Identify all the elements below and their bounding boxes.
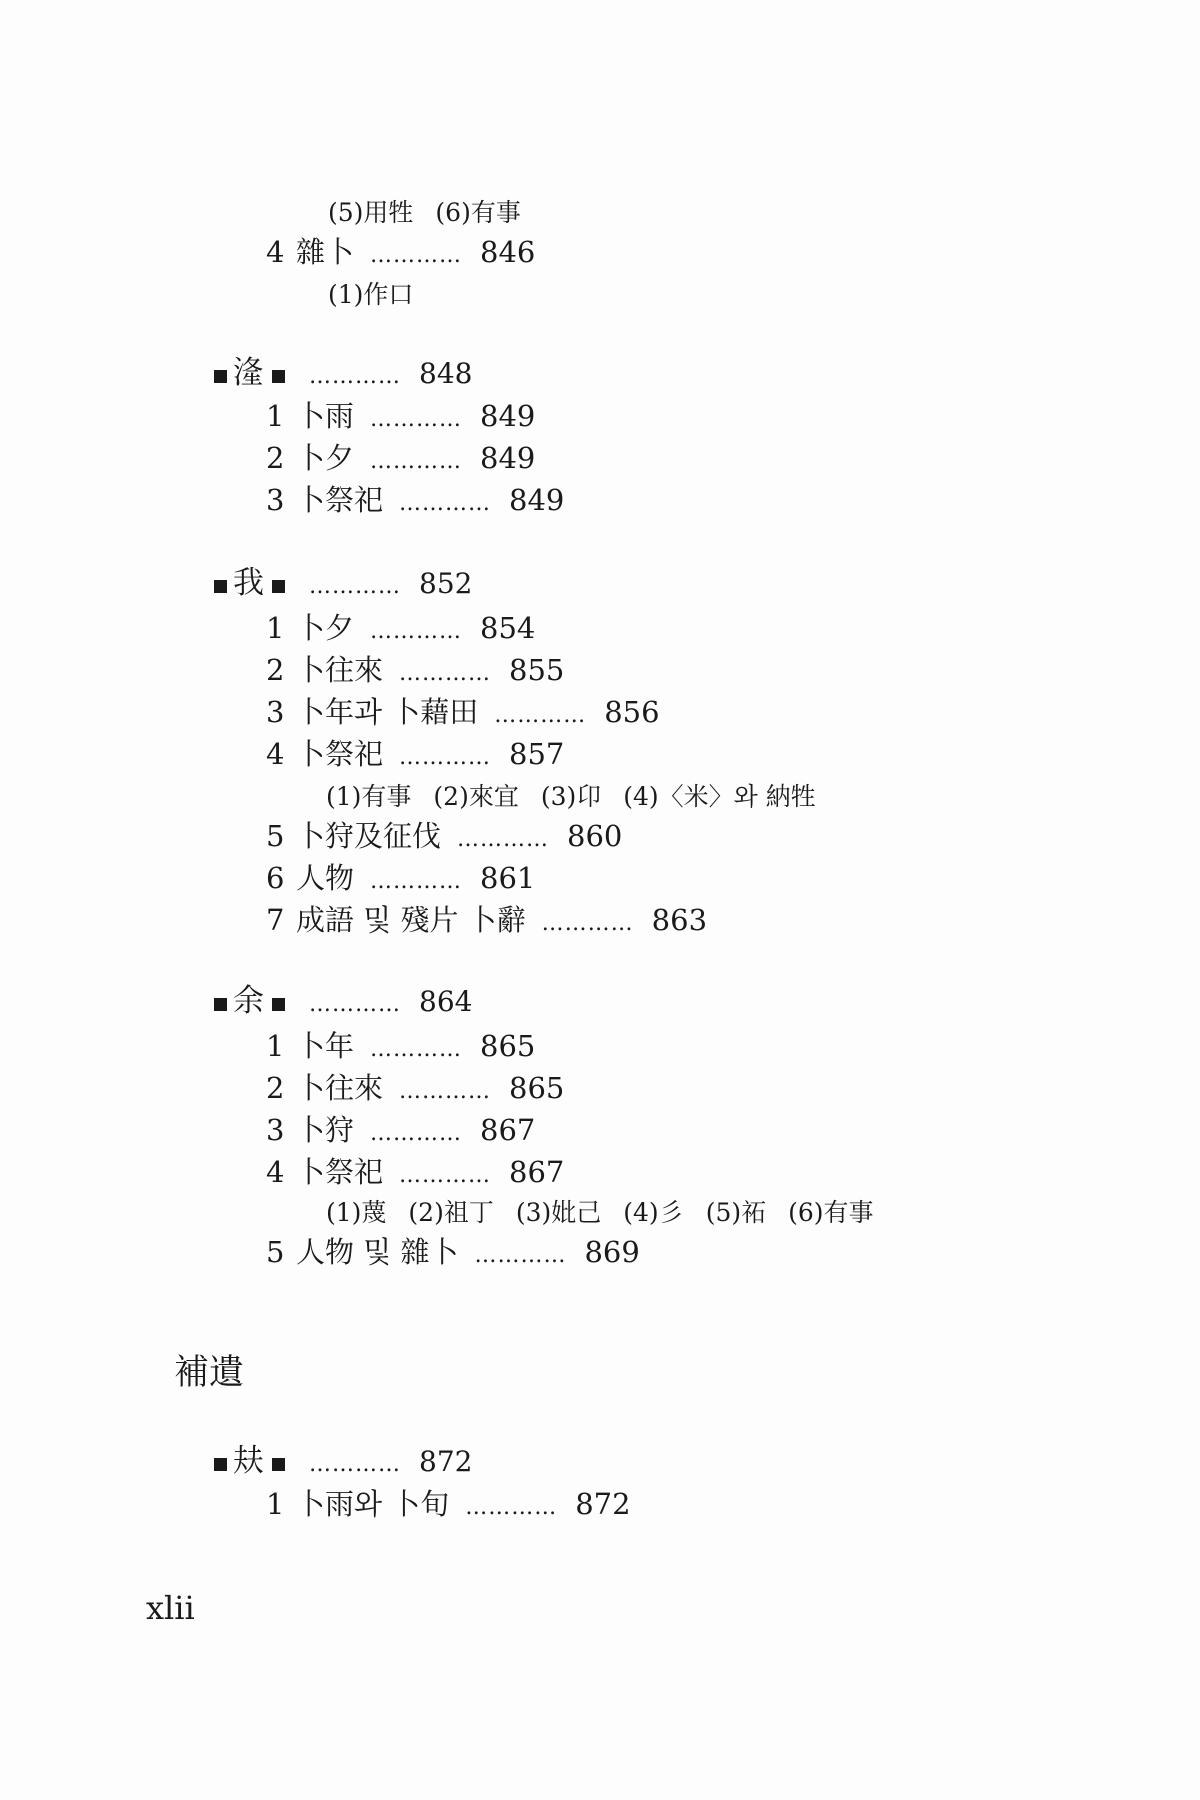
leader-dots: …………: [494, 703, 587, 728]
section-page: 864: [419, 985, 473, 1018]
section-label: 我: [233, 565, 264, 601]
square-bullet-icon: [272, 370, 285, 383]
sub-item: (2)來宜: [433, 782, 519, 811]
entry-number: 4: [266, 235, 285, 269]
entry-page: 865: [480, 1029, 536, 1063]
entry-label: 成語 및 殘片 卜辭: [296, 903, 526, 937]
entry-label: 卜狩及征伐: [296, 819, 442, 853]
leader-dots: …………: [399, 661, 492, 686]
leader-dots: …………: [370, 1121, 463, 1146]
entry-label: 卜狩: [296, 1113, 355, 1147]
leader-dots: …………: [465, 1495, 558, 1520]
entry-page: 849: [480, 399, 536, 433]
entry-number: 1: [266, 399, 285, 433]
entry-number: 1: [266, 1487, 285, 1521]
toc-entry[interactable]: [266, 1071, 565, 1105]
leader-dots: …………: [370, 869, 463, 894]
leader-dots: …………: [399, 1079, 492, 1104]
entry-label: 雜卜: [296, 235, 355, 269]
entry-number: 1: [266, 611, 285, 645]
section-heading[interactable]: [214, 983, 473, 1019]
sub-item: (1)蔑: [326, 1198, 387, 1227]
page-number: xlii: [146, 1589, 195, 1627]
sub-item: (6)有事: [435, 198, 521, 227]
entry-page: 869: [584, 1235, 640, 1269]
leader-dots: …………: [370, 243, 463, 268]
leader-dots: …………: [309, 364, 401, 389]
square-bullet-icon: [272, 580, 285, 593]
toc-entry[interactable]: [266, 611, 536, 645]
entry-page: 860: [567, 819, 623, 853]
sub-item: (1)有事: [326, 782, 412, 811]
leader-dots: …………: [399, 745, 492, 770]
entry-number: 3: [266, 695, 285, 729]
entry-label: 卜祭祀: [296, 483, 384, 517]
leader-dots: …………: [541, 911, 634, 936]
leader-dots: …………: [457, 827, 550, 852]
toc-entry[interactable]: [266, 483, 565, 517]
toc-entry[interactable]: [266, 1235, 640, 1269]
leader-dots: …………: [474, 1243, 567, 1268]
sub-items-top-a: [328, 200, 543, 225]
entry-label: 卜年: [296, 1029, 355, 1063]
section-heading[interactable]: [214, 565, 473, 601]
sub-item: (4)彡: [623, 1198, 684, 1227]
entry-page: 863: [651, 903, 708, 937]
section-label: 湰: [233, 355, 264, 391]
entry-number: 6: [266, 861, 285, 895]
entry-number: 5: [266, 1235, 285, 1269]
entry-number: 7: [266, 903, 285, 937]
section-page: 852: [419, 567, 473, 600]
entry-label: 卜祭祀: [296, 1155, 384, 1189]
entry-number: 3: [266, 1113, 285, 1147]
toc-entry[interactable]: [266, 819, 623, 853]
sub-item: (1)作口: [328, 280, 414, 309]
toc-entry[interactable]: [266, 399, 536, 433]
entry-label: 人物: [296, 861, 355, 895]
leader-dots: …………: [370, 1037, 463, 1062]
toc-entry[interactable]: [266, 1155, 565, 1189]
entry-page: 867: [480, 1113, 536, 1147]
toc-entry[interactable]: [266, 1029, 536, 1063]
square-bullet-icon: [214, 1458, 227, 1471]
sub-item: (4)〈米〉와 納牲: [623, 782, 816, 811]
square-bullet-icon: [214, 998, 227, 1011]
square-bullet-icon: [272, 1458, 285, 1471]
entry-label: 卜雨와 卜旬: [296, 1487, 450, 1521]
leader-dots: …………: [309, 992, 401, 1017]
sub-item: (3)妣己: [515, 1198, 602, 1227]
sub-item: (6)有事: [788, 1198, 874, 1227]
entry-page: 867: [509, 1155, 565, 1189]
sub-items: [326, 1200, 896, 1225]
toc-entry[interactable]: [266, 695, 660, 729]
entry-number: 5: [266, 819, 285, 853]
toc-entry[interactable]: [266, 861, 536, 895]
entry-page: 857: [509, 737, 565, 771]
section-label: 㚘: [233, 1443, 264, 1479]
square-bullet-icon: [272, 998, 285, 1011]
entry-number: 3: [266, 483, 285, 517]
entry-page: 849: [509, 483, 565, 517]
sub-item: (5)用牲: [328, 198, 414, 227]
toc-entry[interactable]: [266, 441, 536, 475]
section-heading[interactable]: [214, 355, 473, 391]
entry-number: 1: [266, 1029, 285, 1063]
square-bullet-icon: [214, 580, 227, 593]
entry-label: 卜雨: [296, 399, 355, 433]
entry-page: 846: [480, 235, 536, 269]
entry-page: 855: [509, 653, 565, 687]
entry-label: 卜年과 卜藉田: [296, 695, 479, 729]
entry-page: 854: [480, 611, 536, 645]
square-bullet-icon: [214, 370, 227, 383]
leader-dots: …………: [399, 1163, 492, 1188]
entry-page: 872: [575, 1487, 631, 1521]
entry-page: 861: [480, 861, 536, 895]
sub-item: (2)祖丁: [408, 1198, 494, 1227]
entry-number: 2: [266, 1071, 285, 1105]
section-page: 872: [419, 1445, 473, 1478]
sub-item: (5)祏: [705, 1198, 767, 1227]
entry-number: 4: [266, 737, 285, 771]
toc-entry[interactable]: [266, 1113, 536, 1147]
sub-items: [326, 784, 838, 809]
leader-dots: …………: [399, 491, 492, 516]
leader-dots: …………: [370, 449, 463, 474]
entry-number: 2: [266, 653, 285, 687]
leader-dots: …………: [309, 1452, 401, 1477]
sub-items-top-b: [328, 282, 435, 307]
leader-dots: …………: [309, 574, 401, 599]
toc-entry[interactable]: [266, 235, 536, 269]
section-label: 余: [233, 983, 264, 1019]
toc-entry[interactable]: [266, 737, 565, 771]
toc-entry[interactable]: [266, 1487, 631, 1521]
entry-label: 卜夕: [296, 441, 355, 475]
entry-label: 卜祭祀: [296, 737, 384, 771]
section-page: 848: [419, 357, 473, 390]
leader-dots: …………: [370, 619, 463, 644]
entry-label: 卜往來: [296, 1071, 384, 1105]
entry-number: 2: [266, 441, 285, 475]
section-heading[interactable]: [214, 1443, 473, 1479]
entry-label: 卜夕: [296, 611, 355, 645]
entry-page: 856: [604, 695, 660, 729]
toc-entry[interactable]: [266, 903, 708, 937]
sub-item: (3)卬: [540, 782, 602, 811]
entry-page: 865: [509, 1071, 565, 1105]
entry-label: 人物 및 雜卜: [296, 1235, 459, 1269]
entry-number: 4: [266, 1155, 285, 1189]
leader-dots: …………: [370, 407, 463, 432]
entry-label: 卜往來: [296, 653, 384, 687]
entry-page: 849: [480, 441, 536, 475]
toc-entry[interactable]: [266, 653, 565, 687]
section-title: 補遺: [174, 1353, 245, 1393]
